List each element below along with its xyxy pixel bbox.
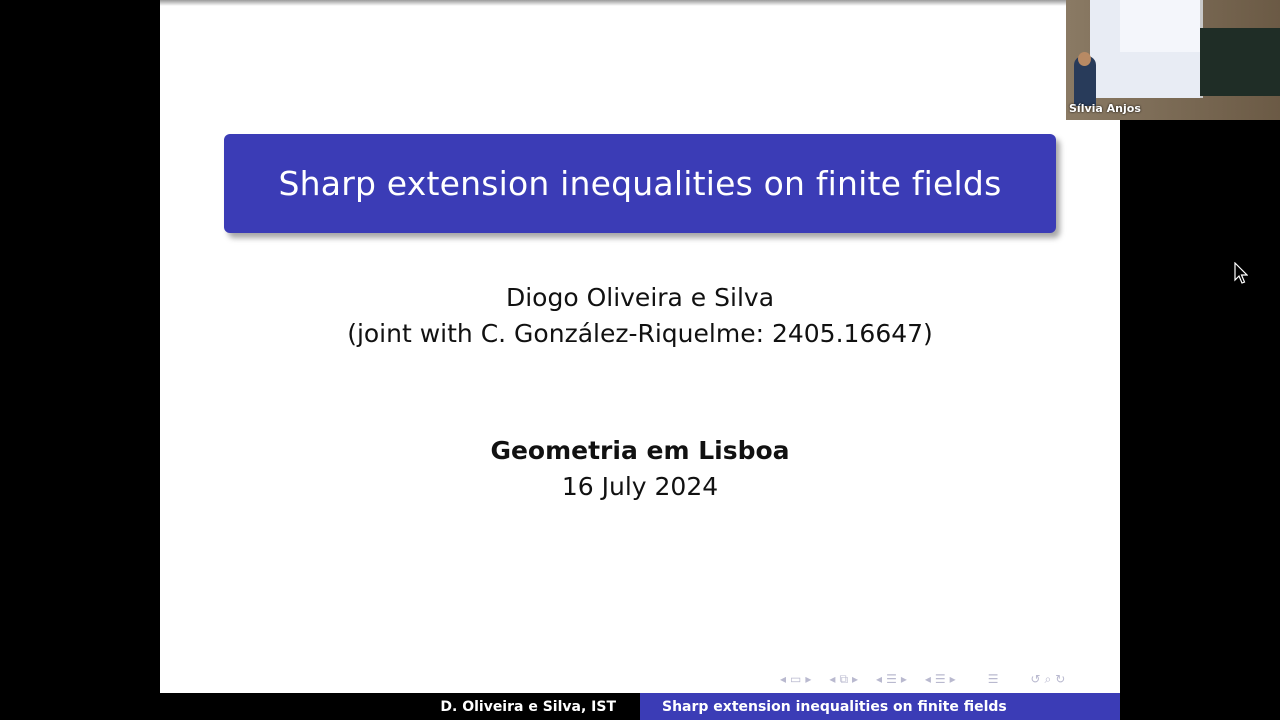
back-icon[interactable]: ↺ xyxy=(1030,672,1041,686)
conference-name: Geometria em Lisboa xyxy=(490,436,790,465)
mouse-cursor-icon xyxy=(1234,262,1248,284)
search-icon[interactable]: ⌕ xyxy=(1044,672,1052,686)
footer-title: Sharp extension inequalities on finite fields xyxy=(640,693,1120,720)
prev-arrow-icon[interactable]: ◂ xyxy=(876,672,883,686)
next-arrow-icon[interactable]: ▸ xyxy=(852,672,859,686)
slide-title: Sharp extension inequalities on finite fields xyxy=(278,164,1002,203)
participant-name: Sílvia Anjos xyxy=(1069,102,1141,115)
video-person-head xyxy=(1078,52,1091,66)
next-arrow-icon[interactable]: ▸ xyxy=(900,672,907,686)
prev-arrow-icon[interactable]: ◂ xyxy=(829,672,836,686)
align-icon[interactable]: ☰ xyxy=(987,672,999,686)
footer-author: D. Oliveira e Silva, IST xyxy=(160,693,640,720)
prev-arrow-icon[interactable]: ◂ xyxy=(924,672,931,686)
next-arrow-icon[interactable]: ▸ xyxy=(949,672,956,686)
participant-video-tile[interactable] xyxy=(1066,0,1280,120)
joint-work-line: (joint with C. González-Riquelme: 2405.16647) xyxy=(347,319,933,348)
prev-arrow-icon[interactable]: ◂ xyxy=(780,672,787,686)
beamer-navigation xyxy=(780,670,1065,688)
talk-date: 16 July 2024 xyxy=(561,472,719,501)
video-blackboard xyxy=(1200,28,1280,96)
presentation-slide xyxy=(160,0,1120,720)
title-box xyxy=(224,134,1056,233)
subsection-icon[interactable]: ⧉ xyxy=(839,672,849,686)
section-next-icon[interactable]: ☰ xyxy=(934,672,946,686)
slide-footer xyxy=(160,693,1120,720)
next-arrow-icon[interactable]: ▸ xyxy=(805,672,812,686)
author-name: Diogo Oliveira e Silva xyxy=(505,283,775,312)
frame-icon[interactable]: ▭ xyxy=(790,672,802,686)
video-projection-screen xyxy=(1090,0,1203,98)
top-shadow xyxy=(160,0,1120,6)
section-icon[interactable]: ☰ xyxy=(886,672,897,686)
forward-icon[interactable]: ↻ xyxy=(1055,672,1066,686)
